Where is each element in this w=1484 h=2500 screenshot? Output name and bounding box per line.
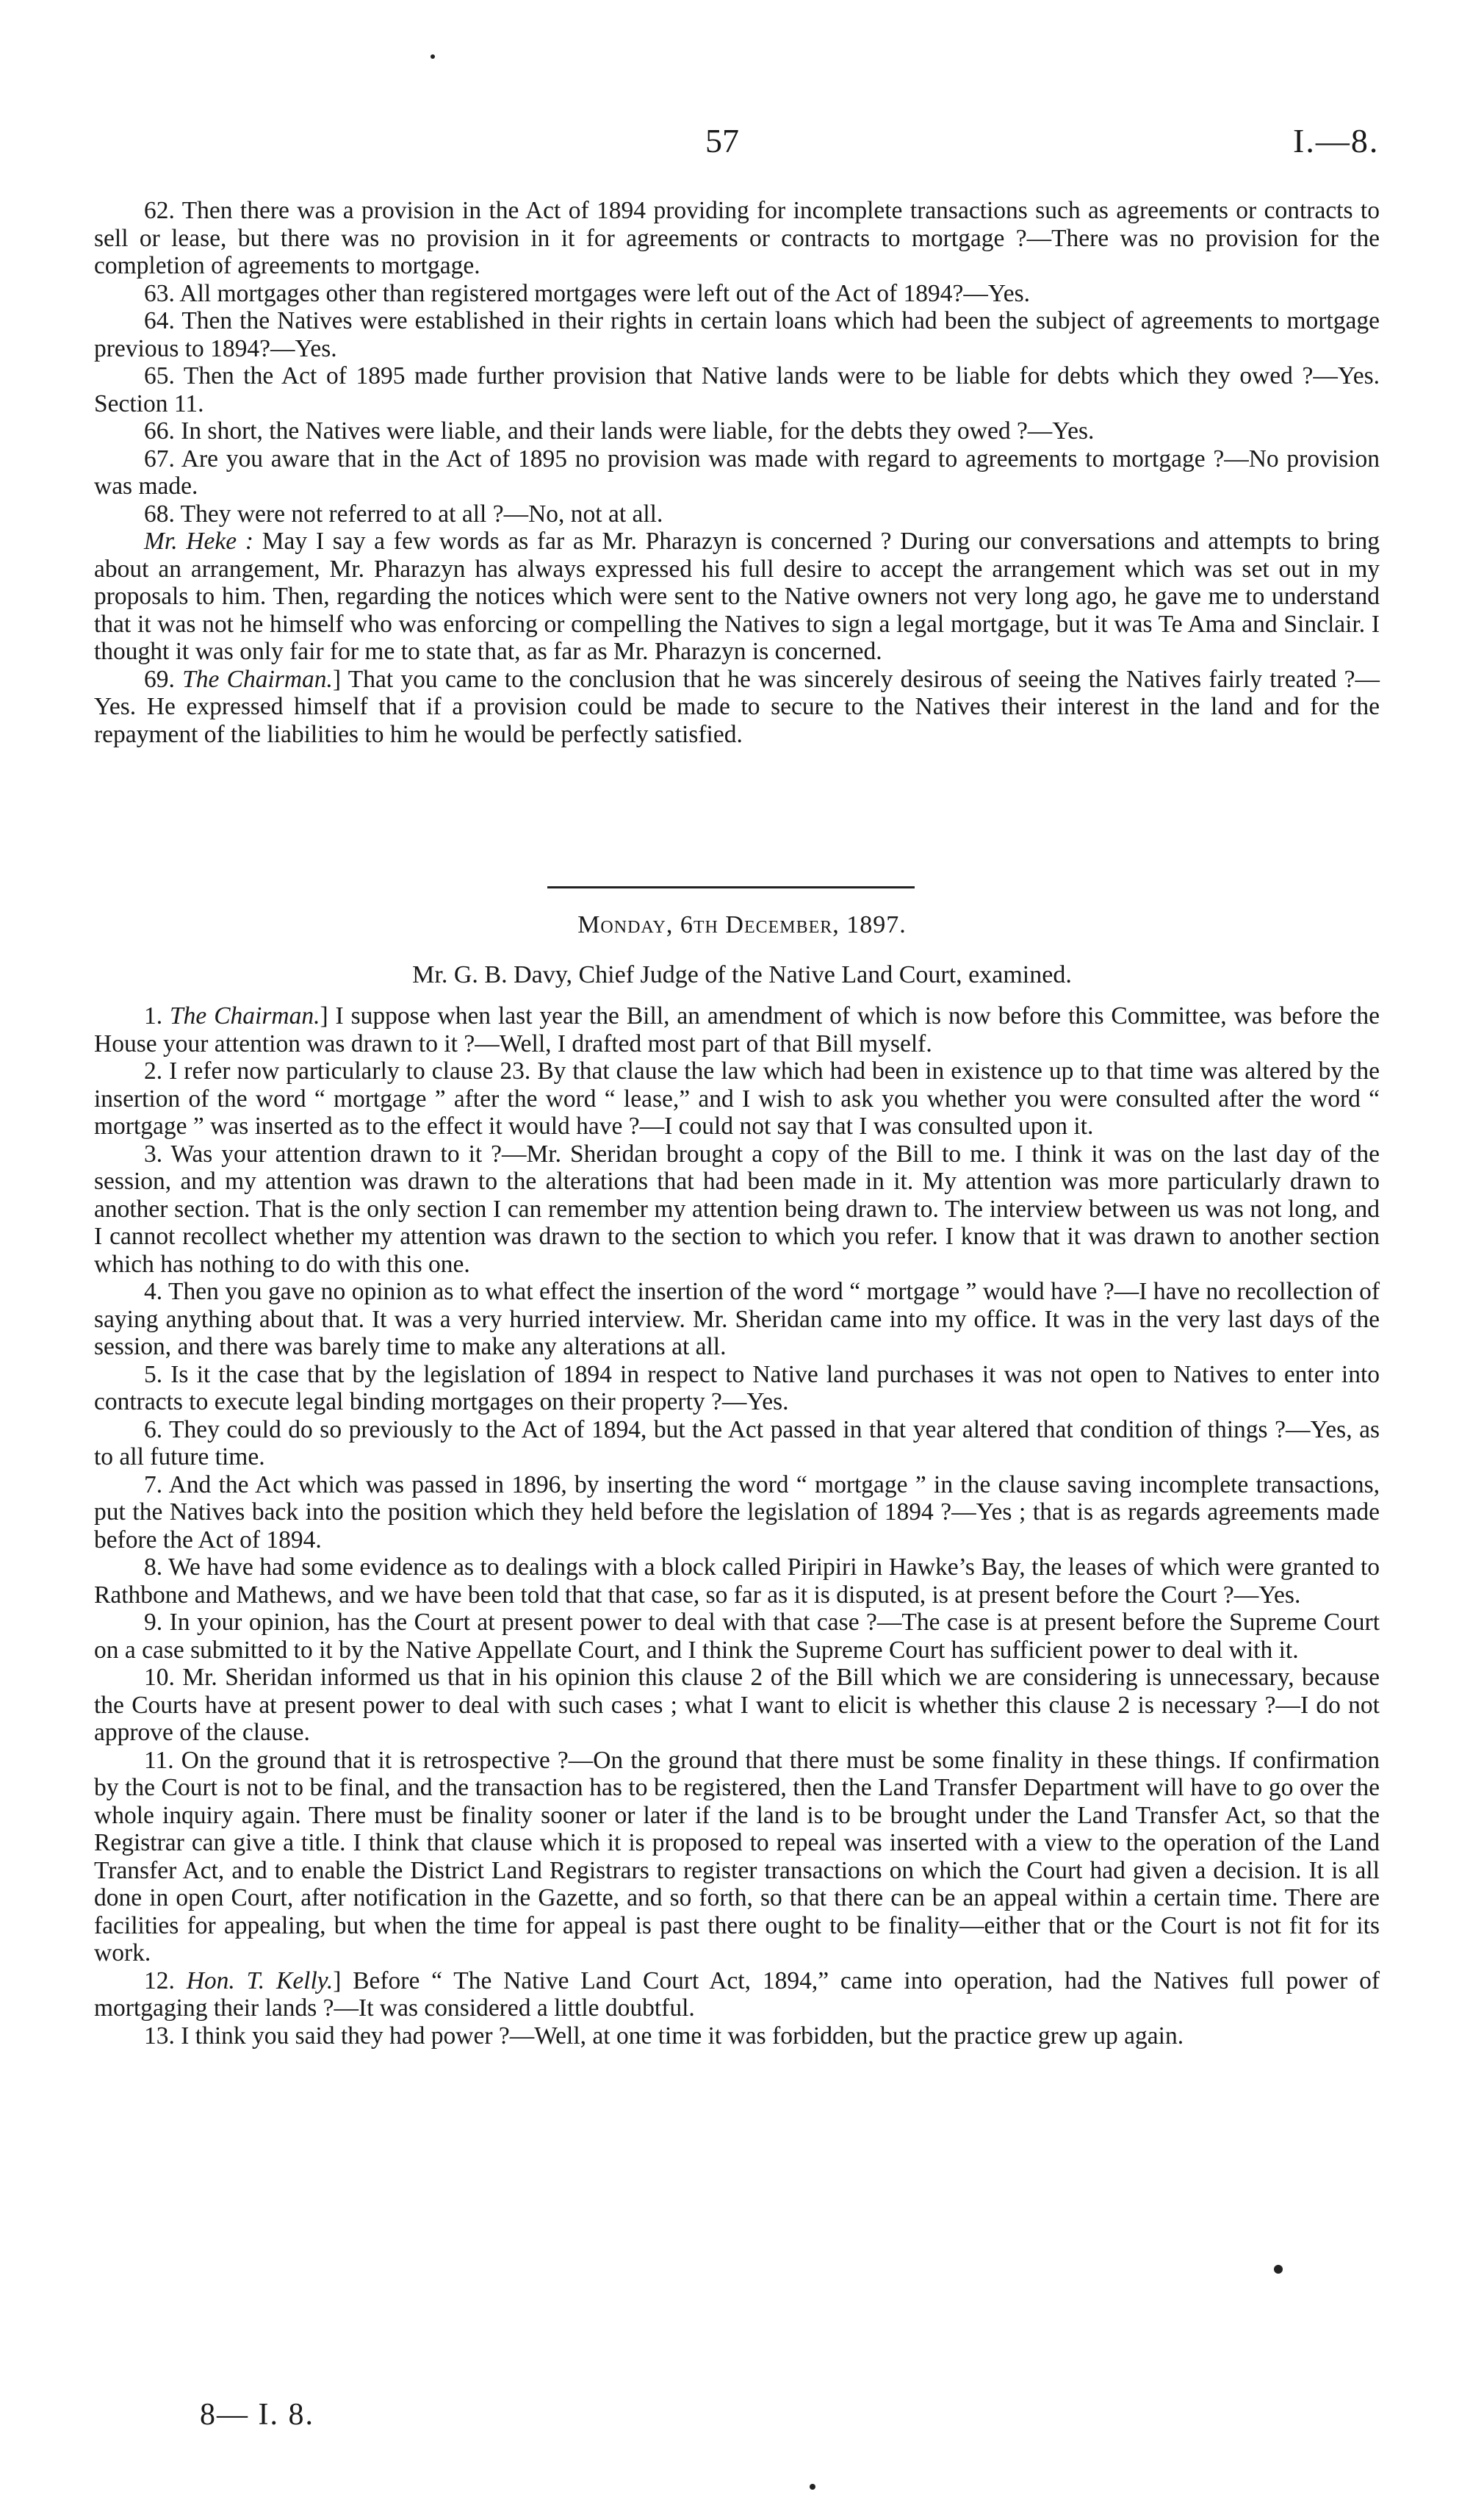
paragraph-text: Then the Natives were established in their rights in certain loans which had been the subject of agreements to mortgage previous to 1894?—Yes. [94, 307, 1380, 362]
date-heading: Monday, 6th December, 1897. [577, 911, 907, 938]
question-paragraph [94, 528, 1380, 666]
question-number: 5. [144, 1360, 171, 1388]
question-number: 68. [144, 500, 181, 528]
question-paragraph [94, 417, 1380, 445]
question-number: 65. [144, 362, 184, 389]
paragraph-text: Was your attention drawn to it ?—Mr. Sheridan brought a copy of the Bill to me. I think it was on the last day of the session, and my attention was drawn to the alterations that had been made in it. My attention was more particularly drawn to another section. That is the only section I can remember my attention being drawn to. The interview between us was not long, and I cannot recollect whether my attention was drawn to the section to which you refer. I know that it was drawn to another section which has nothing to do with this one. [94, 1140, 1380, 1278]
speaker-name: Hon. T. Kelly. [186, 1966, 334, 1994]
paragraph-text: ] I suppose when last year the Bill, an amendment of which is now before this Committee, was before the House your attention was drawn to it ?—Well, I drafted most part of that Bill myself. [94, 1002, 1380, 1057]
question-paragraph [94, 280, 1380, 308]
question-number: 12. [144, 1966, 187, 1994]
document-reference: I.—8. [1293, 122, 1380, 159]
speaker-name: Mr. Heke : [144, 528, 254, 555]
question-number: 63. [144, 279, 180, 307]
speaker-name: The Chairman. [182, 665, 333, 693]
ink-speck [1274, 2265, 1283, 2274]
evidence-section-pharazyn [94, 197, 1380, 748]
paragraph-text: On the ground that it is retrospective ?—On the ground that there must be some finality in these things. If confirmation by the Court is not to be final, and the transaction has to be registered, then the Land Transfer Department will have to go over the whole inquiry again. There must be finality sooner or later if the land is to be brought under the Land Transfer Act, so that the Registrar can give a title. I think that clause which it is proposed to repeal was inserted with a view to the operation of the Land Transfer Act, and to enable the District Land Registrars to register transactions on which the Court had given a decision. It is all done in open Court, after notification in the Gazette, and so forth, so that there can be an appeal within a certain time. There are facilities for appealing, but when the time for appeal is past there ought to be finality—either that or the Court is not fit for its work. [94, 1746, 1380, 1966]
paragraph-text: ] Before “ The Native Land Court Act, 1894,” came into operation, had the Natives full power of mortgaging their lands ?—It was considered a little doubtful. [94, 1966, 1380, 2022]
question-number: 4. [144, 1278, 168, 1305]
question-number: 10. [144, 1664, 183, 1691]
paragraph-text: I refer now particularly to clause 23. By that clause the law which had been in existence up to that time was altered by the insertion of the word “ mortgage ” after the word “ lease,” and I wish to ask you whether you were consulted after the word “ mortgage ” was inserted as to the effect it would have ?—I could not say that I was consulted upon it. [94, 1057, 1380, 1140]
paragraph-text: They were not referred to at all ?—No, not at all. [180, 500, 663, 528]
paragraph-text: All mortgages other than registered mortgages were left out of the Act of 1894?—Yes. [179, 279, 1031, 307]
question-paragraph [94, 1278, 1380, 1361]
question-paragraph [94, 1553, 1380, 1609]
question-paragraph [94, 1141, 1380, 1279]
question-paragraph [94, 1416, 1380, 1471]
question-paragraph [94, 1471, 1380, 1554]
question-number: 69. [144, 665, 183, 693]
question-number: 1. [144, 1002, 170, 1030]
question-paragraph [94, 307, 1380, 362]
question-paragraph [94, 445, 1380, 500]
paragraph-text: Then there was a provision in the Act of 1894 providing for incomplete transactions such as agreements or contracts to sell or lease, but there was no provision in it for agreements or contracts to mortgage ?—There was no provision for the completion of agreements to mortgage. [94, 197, 1380, 279]
signature-mark: 8— I. 8. [200, 2398, 314, 2432]
paragraph-text: And the Act which was passed in 1896, by inserting the word “ mortgage ” in the clause saving incomplete transactions, put the Natives back into the position which they held before the legislation of 1894 ?—Yes ; that is as regards agreements made before the Act of 1894. [94, 1470, 1380, 1553]
question-number: 6. [144, 1415, 170, 1443]
paragraph-text: They could do so previously to the Act of 1894, but the Act passed in that year altered that condition of things ?—Yes, as to all future time. [94, 1415, 1380, 1470]
question-paragraph [94, 1057, 1380, 1141]
evidence-section-davy [94, 1002, 1380, 2050]
ink-speck [810, 2484, 815, 2490]
paragraph-text: We have had some evidence as to dealings with a block called Piripiri in Hawke’s Bay, the leases of which were granted to Rathbone and Mathews, and we have been told that that case, so far as it is disputed, is at present before the Court ?—Yes. [94, 1553, 1380, 1609]
question-paragraph [94, 666, 1380, 749]
question-paragraph [94, 1002, 1380, 1057]
witness-heading: Mr. G. B. Davy, Chief Judge of the Native Land Court, examined. [412, 961, 1072, 988]
paragraph-text: I think you said they had power ?—Well, at one time it was forbidden, but the practice grew up again. [181, 2022, 1184, 2050]
question-number: 11. [144, 1746, 181, 1774]
question-number: 3. [144, 1140, 171, 1168]
question-paragraph [94, 1361, 1380, 1416]
question-paragraph [94, 1609, 1380, 1664]
question-paragraph [94, 197, 1380, 280]
question-paragraph [94, 362, 1380, 417]
question-paragraph [94, 1747, 1380, 1967]
question-number: 8. [144, 1553, 169, 1581]
question-number: 67. [144, 445, 181, 473]
question-number: 13. [144, 2022, 181, 2050]
ink-speck [431, 54, 435, 59]
question-paragraph [94, 2022, 1380, 2050]
question-paragraph [94, 500, 1380, 528]
section-divider [547, 886, 915, 888]
paragraph-text: In your opinion, has the Court at present power to deal with that case ?—The case is at present before the Supreme Court on a case submitted to it by the Native Appellate Court, and I think the Supreme Court has sufficient power to deal with it. [94, 1609, 1380, 1664]
question-number: 7. [144, 1470, 169, 1498]
paragraph-text: Are you aware that in the Act of 1895 no provision was made with regard to agreements to mortgage ?—No provision was made. [94, 445, 1380, 500]
question-number: 66. [144, 417, 181, 445]
page-number: 57 [705, 122, 739, 159]
paragraph-text: May I say a few words as far as Mr. Pharazyn is concerned ? During our conversations and attempts to bring about an arrangement, Mr. Pharazyn has always expressed his full desire to accept the arrangement which was set out in my proposals to him. Then, regarding the notices which were sent to the Native owners not very long ago, he gave me to understand that it was not he himself who was enforcing or compelling the Natives to sign a legal mortgage, but it was Te Ama and Sinclair. I thought it was only fair for me to state that, as far as Mr. Pharazyn is concerned. [94, 528, 1380, 665]
paragraph-text: Mr. Sheridan informed us that in his opinion this clause 2 of the Bill which we are considering is unnecessary, because the Courts have at present power to deal with such cases ; what I want to elicit is whether this clause 2 is necessary ?—I do not approve of the clause. [94, 1664, 1380, 1746]
speaker-name: The Chairman. [170, 1002, 320, 1030]
paragraph-text: Is it the case that by the legislation of 1894 in respect to Native land purchases it was not open to Natives to enter into contracts to execute legal binding mortgages on their property ?—Yes. [94, 1360, 1380, 1415]
question-number: 9. [144, 1609, 170, 1636]
paragraph-text: In short, the Natives were liable, and their lands were liable, for the debts they owed ?—Yes. [181, 417, 1095, 445]
paragraph-text: Then you gave no opinion as to what effect the insertion of the word “ mortgage ” would have ?—I have no recollection of saying anything about that. It was a very hurried interview. Mr. Sheridan came into my office. It was in the very last days of the session, and there was barely time to make any alterations at all. [94, 1278, 1380, 1360]
question-paragraph [94, 1664, 1380, 1747]
paragraph-text: Then the Act of 1895 made further provision that Native lands were to be liable for debts which they owed ?—Yes. Section 11. [94, 362, 1380, 417]
question-paragraph [94, 1967, 1380, 2022]
question-number: 2. [144, 1057, 170, 1085]
paragraph-text: ] That you came to the conclusion that he was sincerely desirous of seeing the Natives fairly treated ?—Yes. He expressed himself that if a provision could be made to secure to the Natives their interest in the land and for the repayment of the liabilities to him he would be perfectly satisfied. [94, 665, 1380, 748]
question-number: 62. [144, 197, 182, 224]
question-number: 64. [144, 307, 182, 334]
